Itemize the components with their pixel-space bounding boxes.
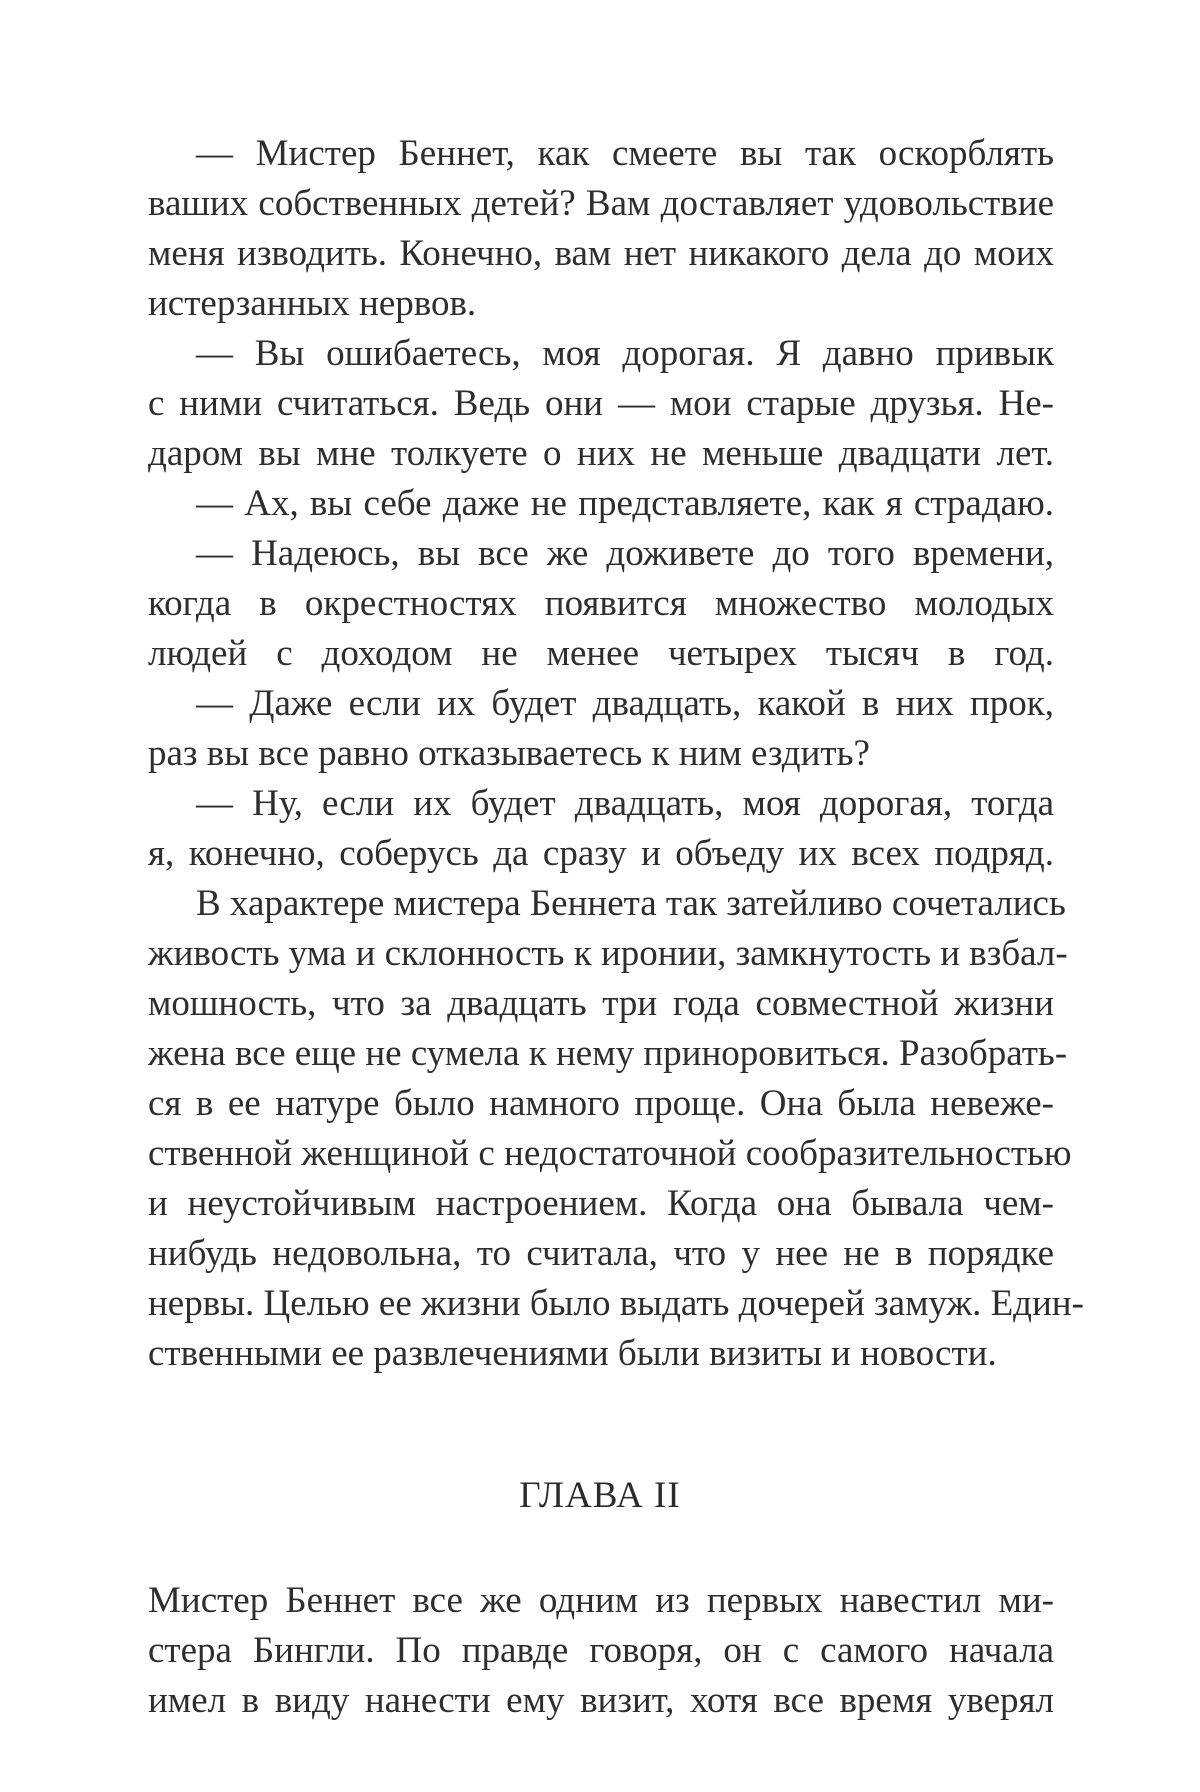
chapter-one-ending-text — [148, 129, 1084, 1379]
text-line: ственными ее развлечениями были визиты и новости. — [148, 1333, 997, 1374]
text-line: меня изводить. Конечно, вам нет никакого дела до моих — [148, 233, 1054, 274]
text-line: раз вы все равно отказываетесь к ним ездить? — [148, 733, 870, 774]
text-line: мошность, что за двадцать три года совместной жизни — [148, 983, 1054, 1024]
text-line: нервы. Целью ее жизни было выдать дочерей замуж. Един- — [148, 1283, 1084, 1324]
text-line: даром вы мне толкуете о них не меньше двадцати лет. — [148, 433, 1054, 474]
text-line: жена все еще не сумела к нему приноровиться. Разобрать- — [148, 1033, 1068, 1074]
text-line: стера Бингли. По правде говоря, он с самого начала — [148, 1630, 1054, 1671]
text-line: — Надеюсь, вы все же доживете до того времени, — [196, 533, 1054, 574]
text-line: — Ах, вы себе даже не представляете, как я страдаю. — [196, 483, 1054, 524]
chapter-heading: ГЛАВА II — [519, 1475, 681, 1516]
text-line: В характере мистера Беннета так затейливо сочетались — [196, 883, 1066, 924]
text-line: я, конечно, соберусь да сразу и объеду их всех подряд. — [148, 833, 1054, 874]
text-line: имел в виду нанести ему визит, хотя все время уверял — [148, 1680, 1054, 1721]
text-line: ся в ее натуре было намного проще. Она была невеже- — [148, 1083, 1054, 1124]
chapter-two-opening-text — [148, 1576, 1054, 1726]
text-line: людей с доходом не менее четырех тысяч в год. — [148, 633, 1054, 674]
text-line: с ними считаться. Ведь они — мои старые друзья. Не- — [148, 383, 1054, 424]
text-line: когда в окрестностях появится множество молодых — [148, 583, 1054, 624]
text-line: живость ума и склонность к иронии, замкнутость и взбал- — [148, 933, 1068, 974]
text-line: — Мистер Беннет, как смеете вы так оскорблять — [196, 133, 1054, 174]
text-line: — Ну, если их будет двадцать, моя дорогая, тогда — [196, 783, 1054, 824]
text-line: Мистер Беннет все же одним из первых навестил ми- — [148, 1580, 1054, 1621]
text-line: истерзанных нервов. — [148, 283, 477, 324]
text-line: ственной женщиной с недостаточной сообразительностью — [148, 1133, 1072, 1174]
text-line: нибудь недовольна, то считала, что у нее не в порядке — [148, 1233, 1054, 1274]
text-line: — Даже если их будет двадцать, какой в них прок, — [196, 683, 1054, 724]
text-line: ваших собственных детей? Вам доставляет удовольствие — [148, 183, 1054, 224]
text-line: — Вы ошибаетесь, моя дорогая. Я давно привык — [196, 333, 1054, 374]
text-line: и неустойчивым настроением. Когда она бывала чем- — [148, 1183, 1054, 1224]
